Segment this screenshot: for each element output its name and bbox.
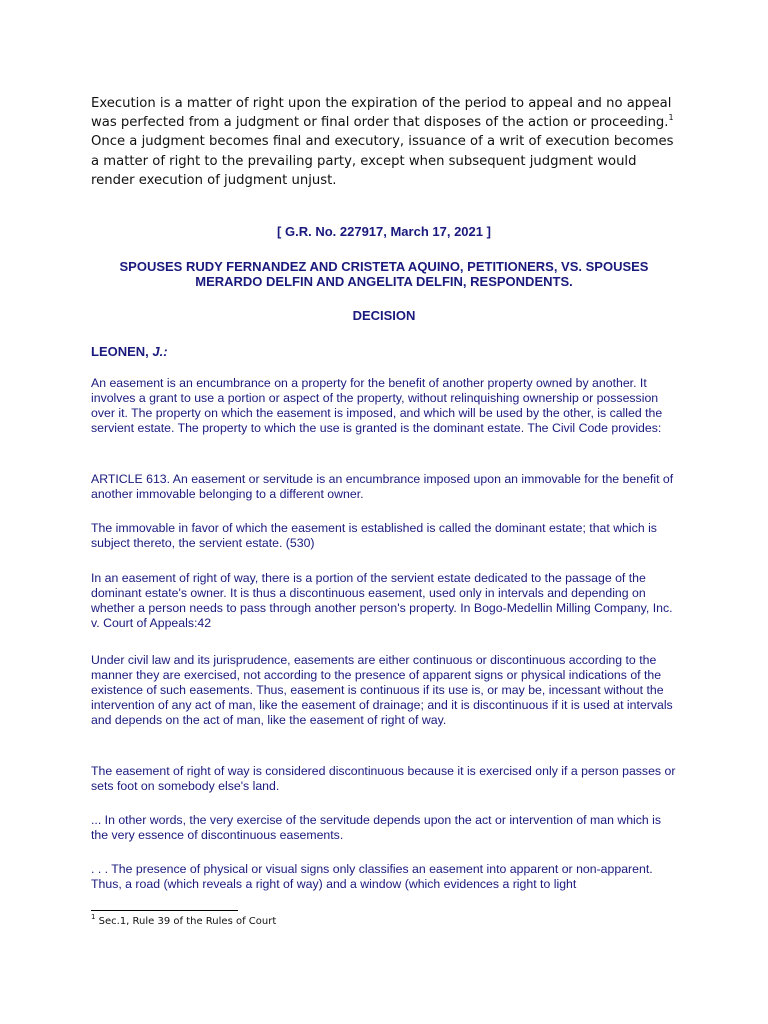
- body-paragraph: ARTICLE 613. An easement or servitude is an encumbrance imposed upon an immovable for the benefit of another immovable belonging to a different owner.: [91, 472, 674, 501]
- footnote-marker: 1: [91, 912, 96, 921]
- case-number: [ G.R. No. 227917, March 17, 2021 ]: [277, 224, 491, 239]
- intro-text-main: Execution is a matter of right upon the expiration of the period to appeal and no appeal was perfected from a judgment or final order that disposes of the action or proceeding.: [91, 96, 672, 131]
- intro-paragraph: [91, 94, 681, 190]
- body-paragraph: An easement is an encumbrance on a property for the benefit of another property owned by another. It involves a grant to use a portion or aspect of the property, without relinquishing ownership or possession over it. The property on which the easement is imposed, and which will be used by the other, is called the servient estate. The property to which the use is granted is the dominant estate. The Civil Code provides:: [91, 376, 663, 435]
- ponente-title: J.:: [152, 344, 168, 359]
- body-paragraph: . . . The presence of physical or visual signs only classifies an easement into apparent or non-apparent. Thus, a road (which reveals a right of way) and a window (which evidences a right to light: [91, 862, 653, 891]
- footnote: [91, 912, 277, 928]
- ponente: [91, 344, 168, 359]
- ponente-name: LEONEN,: [91, 344, 153, 359]
- body-paragraph: In an easement of right of way, there is a portion of the servient estate dedicated to the passage of the dominant estate's owner. It is thus a discontinuous easement, used only in intervals and depending on whether a person needs to pass through another person's property. In Bogo-Medellin Milling Company, Inc. v. Court of Appeals:42: [91, 571, 673, 630]
- body-paragraph: ... In other words, the very exercise of the servitude depends upon the act or intervention of man which is the very essence of discontinuous easements.: [91, 813, 662, 842]
- case-parties: SPOUSES RUDY FERNANDEZ AND CRISTETA AQUINO, PETITIONERS, VS. SPOUSES MERARDO DELFIN AND ANGELITA DELFIN, RESPONDENTS.: [119, 259, 649, 289]
- footnote-text: Sec.1, Rule 39 of the Rules of Court: [95, 916, 277, 927]
- footnote-divider: [91, 910, 238, 911]
- body-paragraph: The immovable in favor of which the easement is established is called the dominant estate; that which is subject thereto, the servient estate. (530): [91, 521, 657, 550]
- footnote-reference[interactable]: 1: [668, 112, 674, 122]
- body-paragraph: Under civil law and its jurisprudence, easements are either continuous or discontinuous according to the manner they are exercised, not according to the presence of apparent signs or physical indications of the existence of such easements. Thus, easement is continuous if its use is, or may be, incessant without the intervention of any act of man, like the easement of drainage; and it is discontinuous if it is used at intervals and depends on the act of man, like the easement of right of way.: [91, 653, 673, 727]
- intro-text-continued: Once a judgment becomes final and executory, issuance of a writ of execution becomes a matter of right to the prevailing party, except when subsequent judgment would render execution of judgment unjust.: [91, 134, 674, 188]
- decision-heading: DECISION: [352, 308, 416, 323]
- body-paragraph: The easement of right of way is considered discontinuous because it is exercised only if a person passes or sets foot on somebody else's land.: [91, 764, 676, 793]
